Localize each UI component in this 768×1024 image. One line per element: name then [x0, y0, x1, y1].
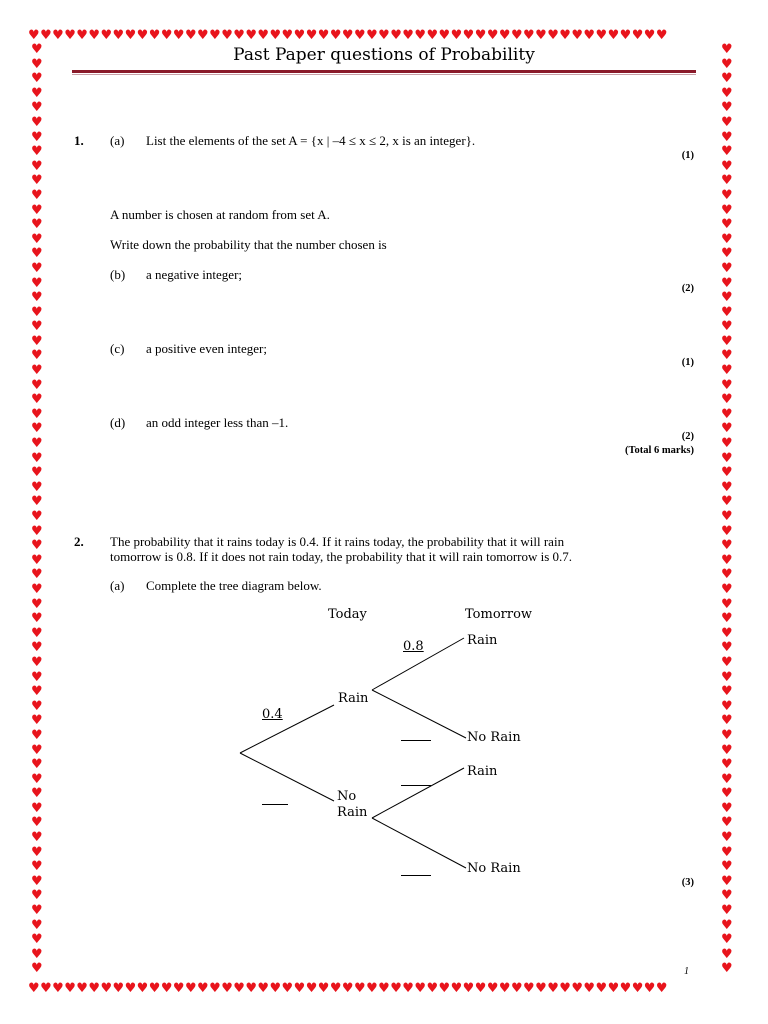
q1c-mark: (1): [681, 357, 694, 368]
blank-norain-norain[interactable]: [401, 875, 431, 876]
blank-norain-rain[interactable]: [401, 785, 431, 786]
q2a-label: (a): [110, 578, 125, 593]
page-number: 1: [684, 966, 689, 977]
q2a-text: Complete the tree diagram below.: [146, 578, 322, 593]
prob-rain-rain: 0.8: [403, 639, 424, 654]
q1c-label: (c): [110, 341, 125, 356]
branch-norain-rain: [372, 768, 464, 818]
tree-tomorrow-rain-2: Rain: [467, 764, 498, 779]
heart-border-top: ♥♥♥♥♥♥♥♥♥♥♥♥♥♥♥♥♥♥♥♥♥♥♥♥♥♥♥♥♥♥♥♥♥♥♥♥♥♥♥♥♥♥♥♥♥♥♥♥♥♥♥♥♥: [28, 29, 668, 43]
tree-today-no: No: [337, 789, 357, 804]
q1a-label: (a): [110, 133, 125, 148]
branch-start-rain: [240, 705, 334, 753]
q2-text-line-1: The probability that it rains today is 0.4. If it rains today, the probability that it will rain: [110, 534, 565, 549]
tree-tomorrow-norain-2: No Rain: [467, 861, 521, 876]
q1a-text: List the elements of the set A = {x | –4 ≤ x ≤ 2, x is an integer}.: [146, 133, 476, 148]
q2-number: 2.: [74, 534, 84, 549]
blank-today-norain[interactable]: [262, 804, 288, 805]
q1-number: 1.: [74, 133, 84, 148]
q2a-mark: (3): [681, 877, 694, 888]
q1d-text: an odd integer less than –1.: [146, 415, 289, 430]
blank-rain-norain[interactable]: [401, 740, 431, 741]
q2-text-line-2: tomorrow is 0.8. If it does not rain today, the probability that it will rain tomorrow is 0.7.: [110, 549, 573, 564]
q1-intro-2: Write down the probability that the number chosen is: [110, 237, 387, 252]
heart-border-bottom: ♥♥♥♥♥♥♥♥♥♥♥♥♥♥♥♥♥♥♥♥♥♥♥♥♥♥♥♥♥♥♥♥♥♥♥♥♥♥♥♥♥♥♥♥♥♥♥♥♥♥♥♥♥: [28, 982, 668, 996]
branch-norain-norain: [372, 818, 466, 868]
q1d-label: (d): [110, 415, 126, 430]
prob-today-rain: 0.4: [262, 707, 283, 722]
q1a-mark: (1): [681, 150, 694, 161]
q1-total-marks: (Total 6 marks): [624, 445, 694, 456]
heart-border-left: ♥ ♥ ♥ ♥ ♥ ♥ ♥ ♥ ♥ ♥ ♥ ♥ ♥ ♥ ♥ ♥ ♥ ♥ ♥ ♥ ♥ ♥ ♥ ♥ ♥ ♥ ♥ ♥ ♥ ♥ ♥ ♥ ♥ ♥ ♥ ♥ ♥ ♥ ♥ ♥ ♥ ♥ ♥ ♥ ♥ ♥ ♥ ♥ ♥ ♥ ♥ ♥ ♥ ♥ ♥ ♥ ♥ ♥ ♥ ♥ ♥ ♥ ♥ ♥: [31, 43, 43, 977]
tree-header-tomorrow: Tomorrow: [465, 607, 533, 622]
heart-border-right: ♥ ♥ ♥ ♥ ♥ ♥ ♥ ♥ ♥ ♥ ♥ ♥ ♥ ♥ ♥ ♥ ♥ ♥ ♥ ♥ ♥ ♥ ♥ ♥ ♥ ♥ ♥ ♥ ♥ ♥ ♥ ♥ ♥ ♥ ♥ ♥ ♥ ♥ ♥ ♥ ♥ ♥ ♥ ♥ ♥ ♥ ♥ ♥ ♥ ♥ ♥ ♥ ♥ ♥ ♥ ♥ ♥ ♥ ♥ ♥ ♥ ♥ ♥ ♥: [721, 43, 733, 977]
tree-today-rain: Rain: [338, 691, 369, 706]
q1b-mark: (2): [681, 283, 694, 294]
tree-tomorrow-rain-1: Rain: [467, 633, 498, 648]
tree-tomorrow-norain-1: No Rain: [467, 730, 521, 745]
tree-today-no-rain: Rain: [337, 805, 368, 820]
q1d-mark: (2): [681, 431, 694, 442]
page-title: Past Paper questions of Probability: [233, 45, 535, 65]
q1-intro-1: A number is chosen at random from set A.: [110, 207, 330, 222]
branch-rain-norain: [372, 690, 466, 738]
q1b-text: a negative integer;: [146, 267, 243, 282]
q1b-label: (b): [110, 267, 126, 282]
tree-header-today: Today: [328, 607, 367, 622]
branch-start-norain: [240, 753, 334, 801]
q1c-text: a positive even integer;: [146, 341, 267, 356]
